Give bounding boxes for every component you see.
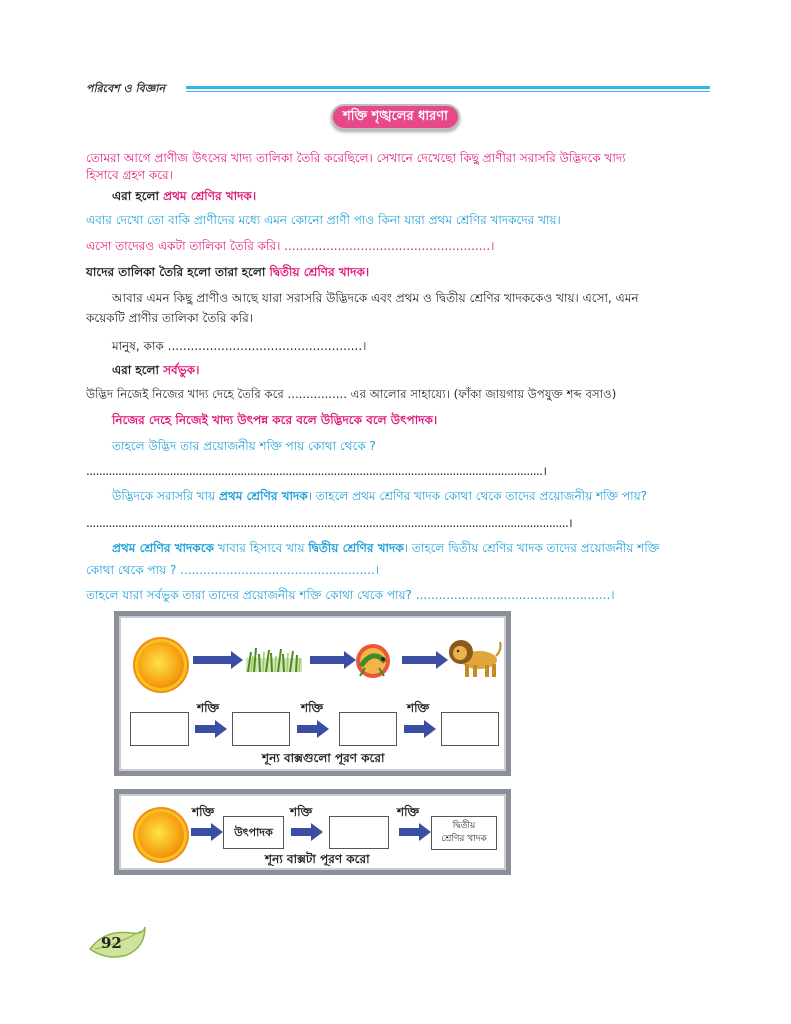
header-rule bbox=[186, 86, 710, 92]
producer-box: উৎপাদক bbox=[223, 816, 284, 849]
fill-in-box[interactable] bbox=[339, 712, 397, 746]
paragraph-4: এসো তাদেরও একটা তালিকা তৈরি করি। ......................................................। bbox=[86, 239, 495, 253]
food-chain-diagram-2 bbox=[114, 789, 511, 875]
paragraph-13-lead: উদ্ভিদকে সরাসরি খায় bbox=[112, 489, 219, 503]
paragraph-6a: আবার এমন কিছু প্রাণীও আছে যারা সরাসরি উদ্ভিদকে এবং প্রথম ও দ্বিতীয় শ্রেণির খাদককেও খায়। এসো, এমন bbox=[112, 291, 639, 305]
second-consumer-box bbox=[431, 816, 497, 850]
running-header: পরিবেশ ও বিজ্ঞান bbox=[86, 82, 166, 95]
paragraph-5 bbox=[86, 264, 369, 280]
answer-line-2: ......................................................................................................................................................। bbox=[86, 516, 573, 530]
paragraph-1b: হিসাবে গ্রহণ করে। bbox=[86, 168, 173, 182]
paragraph-6b: কয়েকটি প্রাণীর তালিকা তৈরি করি। bbox=[86, 311, 253, 325]
term-second-consumer-2: দ্বিতীয় শ্রেণির খাদক bbox=[308, 541, 404, 555]
paragraph-8-lead: এরা হলো bbox=[112, 363, 164, 377]
fill-in-box[interactable] bbox=[441, 712, 499, 746]
food-chain-diagram-1 bbox=[114, 611, 511, 776]
term-first-consumer-2: প্রথম শ্রেণির খাদক bbox=[218, 489, 308, 503]
energy-label: শক্তি bbox=[197, 701, 220, 715]
term-second-consumer: দ্বিতীয় শ্রেণির খাদক। bbox=[269, 265, 370, 279]
paragraph-2 bbox=[112, 188, 256, 204]
term-first-consumer-3: প্রথম শ্রেণির খাদককে bbox=[112, 541, 214, 555]
page-number: 92 bbox=[101, 934, 122, 952]
lion-icon bbox=[445, 634, 503, 680]
grass-icon bbox=[244, 644, 304, 676]
paragraph-13 bbox=[112, 488, 647, 504]
paragraph-8 bbox=[112, 362, 199, 378]
paragraph-11: তাহলে উদ্ভিদ তার প্রয়োজনীয় শক্তি পায় কোথা থেকে ? bbox=[112, 439, 376, 453]
paragraph-16: কোথা থেকে পায় ? ...................................................। bbox=[86, 563, 380, 577]
energy-label: শক্তি bbox=[290, 805, 313, 819]
paragraph-10: নিজের দেহে নিজেই খাদ্য উৎপন্ন করে বলে উদ্ভিদকে বলে উৎপাদক। bbox=[112, 413, 438, 427]
paragraph-15-tail: । তাহলে দ্বিতীয় শ্রেণির খাদক তাদের প্রয়োজনীয় শক্তি bbox=[403, 541, 660, 555]
second-consumer-label-b: শ্রেণির খাদক bbox=[441, 834, 487, 844]
energy-label: শক্তি bbox=[301, 701, 324, 715]
paragraph-15-mid: খাবার হিসাবে খায় bbox=[213, 541, 309, 555]
diagram-2-caption: শূন্য বাক্সটা পূরণ করো bbox=[265, 852, 370, 866]
answer-line-1: ..............................................................................................................................................। bbox=[86, 464, 547, 478]
energy-label: শক্তি bbox=[192, 805, 215, 819]
paragraph-9: উদ্ভিদ নিজেই নিজের খাদ্য দেহে তৈরি করে ................ এর আলোর সাহায্যে। (ফাঁকা জায়গায় উপযুক্ত শব্দ বসাও) bbox=[86, 387, 617, 401]
grasshopper-icon bbox=[353, 640, 395, 680]
paragraph-7: মানুষ, কাক ...................................................। bbox=[112, 339, 367, 353]
page-number-leaf bbox=[87, 925, 143, 959]
paragraph-3: এবার দেখো তো বাকি প্রাণীদের মধ্যে এমন কোনো প্রাণী পাও কিনা যারা প্রথম শ্রেণির খাদকদের খায়। bbox=[86, 213, 561, 227]
paragraph-5-lead: যাদের তালিকা তৈরি হলো তারা হলো bbox=[86, 265, 270, 279]
sun-icon bbox=[138, 642, 184, 688]
term-omnivore: সর্বভুক। bbox=[163, 363, 200, 377]
paragraph-15 bbox=[112, 540, 659, 556]
second-consumer-label-a: দ্বিতীয় bbox=[452, 821, 476, 831]
term-first-consumer: প্রথম শ্রেণির খাদক। bbox=[163, 189, 257, 203]
diagram-1-caption: শূন্য বাক্সগুলো পূরণ করো bbox=[262, 751, 385, 765]
paragraph-17: তাহলে যারা সর্বভুক তারা তাদের প্রয়োজনীয় শক্তি কোথা থেকে পায়? ...................................................। bbox=[86, 588, 615, 602]
paragraph-1a: তোমরা আগে প্রাণীজ উৎসের খাদ্য তালিকা তৈরি করেছিলে। সেখানে দেখেছো কিছু প্রাণীরা সরাসরি উদ্ভিদকে খাদ্য bbox=[86, 151, 626, 165]
section-title: শক্তি শৃঙ্খলের ধারণা bbox=[331, 104, 460, 130]
fill-in-box[interactable] bbox=[130, 712, 189, 746]
sun-icon bbox=[138, 812, 184, 858]
fill-in-box[interactable] bbox=[329, 816, 389, 849]
fill-in-box[interactable] bbox=[232, 712, 290, 746]
energy-label: শক্তি bbox=[397, 805, 420, 819]
energy-label: শক্তি bbox=[407, 701, 430, 715]
paragraph-2-lead: এরা হলো bbox=[112, 189, 164, 203]
paragraph-13-tail: । তাহলে প্রথম শ্রেণির খাদক কোথা থেকে তাদের প্রয়োজনীয় শক্তি পায়? bbox=[307, 489, 648, 503]
